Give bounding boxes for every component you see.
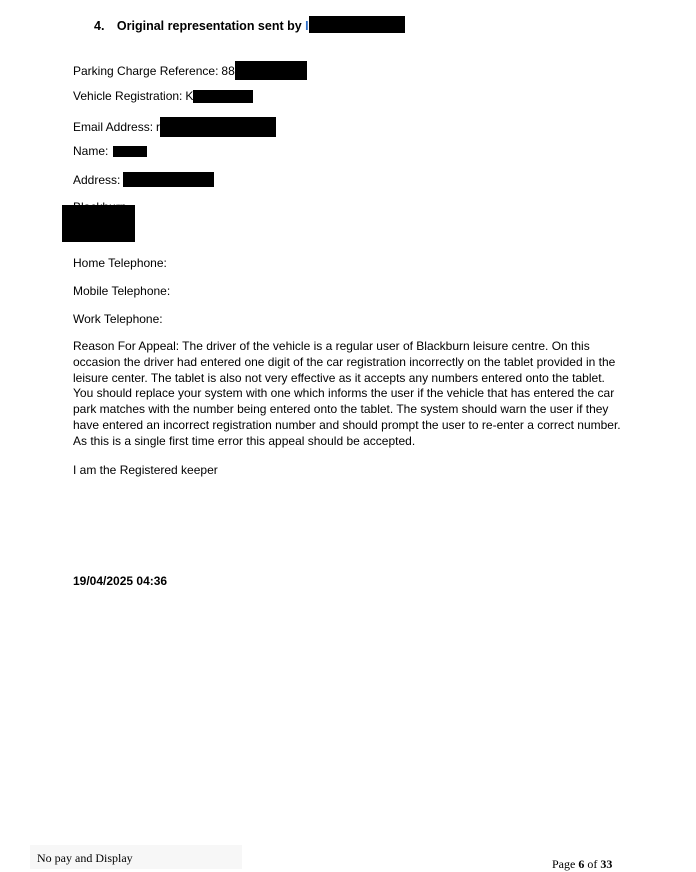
parking-charge-reference	[73, 61, 307, 80]
keeper-statement: I am the Registered keeper	[73, 463, 218, 477]
email-address	[73, 117, 276, 137]
field-value-partial: r	[156, 120, 161, 134]
field-label: Parking Charge Reference:	[73, 64, 219, 78]
reason-for-appeal: Reason For Appeal: The driver of the vehicle is a regular user of Blackburn leisure centre. On this occasion the driver had entered one digit of the car registration incorrectly on the tablet provided in the leisure center. The tablet is also not very effective as it accepts any numbers entered onto the tablet. You should replace your system with one which informs the user if the vehicle that has entered the car park matches with the number being entered onto the tablet. The system should warn the user if they have entered an incorrect registration number and should prompt the user to re-enter a correct number. As this is a single first time error this appeal should be accepted.	[73, 339, 621, 448]
section-title-partial: I	[305, 19, 309, 33]
page-total: 33	[600, 857, 613, 871]
address-redaction-block	[62, 205, 135, 242]
work-telephone	[73, 312, 166, 326]
redaction-block	[123, 172, 214, 187]
field-label: Work Telephone:	[73, 312, 163, 326]
section-number: 4.	[94, 19, 105, 33]
field-value-partial: 88	[221, 64, 235, 78]
field-label: Home Telephone:	[73, 256, 167, 270]
page-number	[552, 857, 612, 872]
redaction-block	[309, 16, 405, 33]
field-label: Address:	[73, 173, 121, 187]
redaction-block	[160, 117, 276, 137]
field-label: Name:	[73, 144, 109, 158]
address-field	[73, 172, 214, 187]
redaction-block	[113, 146, 147, 157]
home-telephone	[73, 256, 170, 270]
name-field	[73, 144, 147, 158]
page-of: of	[587, 857, 598, 871]
page-prefix: Page	[552, 857, 576, 871]
mobile-telephone	[73, 284, 173, 298]
redaction-block	[193, 90, 253, 103]
section-title: Original representation sent by	[116, 19, 302, 33]
field-label: Vehicle Registration:	[73, 89, 183, 103]
field-label: Mobile Telephone:	[73, 284, 171, 298]
section-heading	[94, 16, 405, 33]
page-current: 6	[578, 857, 585, 871]
footer-left-text: No pay and Display	[37, 851, 133, 865]
submission-datetime: 19/04/2025 04:36	[73, 574, 168, 588]
field-label: Email Address:	[73, 120, 154, 134]
vehicle-registration	[73, 89, 253, 103]
field-value-partial: K	[185, 89, 194, 103]
redaction-block	[235, 61, 307, 80]
